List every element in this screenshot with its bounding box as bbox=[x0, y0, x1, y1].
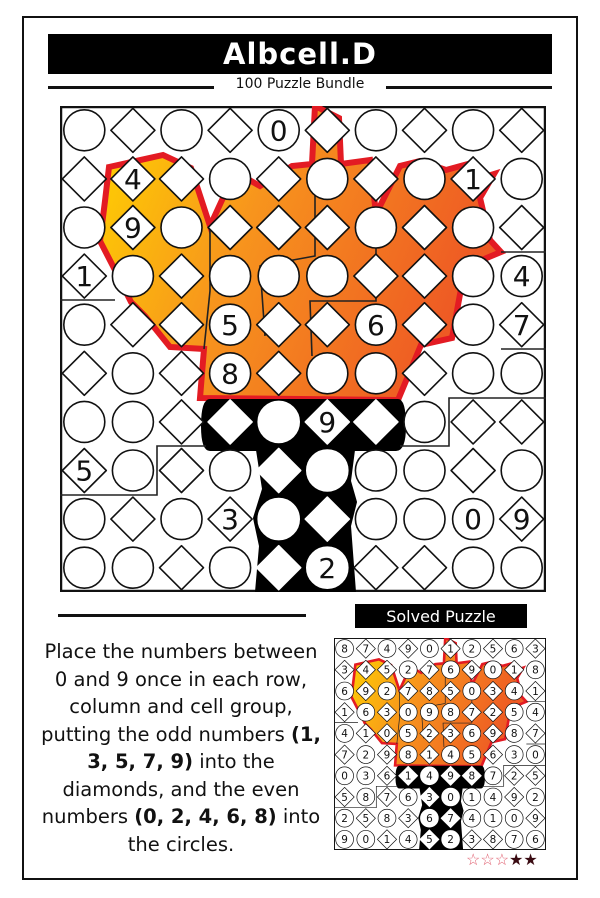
solution-digit: 2 bbox=[447, 834, 454, 847]
circle-cell bbox=[404, 499, 445, 540]
solution-digit: 1 bbox=[426, 749, 433, 762]
circle-cell bbox=[64, 401, 105, 442]
solution-digit: 8 bbox=[447, 706, 454, 719]
given-digit: 0 bbox=[269, 114, 288, 148]
solution-digit: 4 bbox=[341, 728, 348, 741]
given-digit: 2 bbox=[318, 551, 337, 585]
solution-digit: 3 bbox=[383, 706, 391, 719]
given-digit: 7 bbox=[512, 308, 531, 342]
solution-digit: 8 bbox=[383, 812, 391, 825]
instructions-text-c: into the circles. bbox=[127, 805, 321, 856]
solution-digit: 6 bbox=[489, 749, 497, 762]
solution-digit: 6 bbox=[341, 685, 348, 698]
solution-digit: 9 bbox=[341, 834, 348, 847]
solution-digit: 9 bbox=[426, 706, 433, 719]
solution-digit: 3 bbox=[426, 791, 433, 804]
solution-digit: 8 bbox=[362, 791, 370, 804]
solution-digit: 5 bbox=[341, 791, 348, 804]
solution-digit: 1 bbox=[404, 770, 412, 783]
solution-digit: 2 bbox=[404, 664, 412, 677]
solution-digit: 2 bbox=[362, 749, 370, 762]
subtitle bbox=[0, 76, 600, 92]
solution-digit: 1 bbox=[510, 664, 518, 677]
solution-digit: 0 bbox=[489, 664, 497, 677]
circle-cell bbox=[307, 158, 348, 199]
solution-digit: 4 bbox=[383, 643, 391, 656]
circle-cell bbox=[307, 353, 348, 394]
circle-cell bbox=[112, 256, 153, 297]
solution-digit: 7 bbox=[383, 791, 391, 804]
circle-cell bbox=[355, 499, 396, 540]
given-digit: 1 bbox=[75, 260, 94, 294]
solution-digit: 7 bbox=[532, 728, 539, 741]
solution-digit: 5 bbox=[532, 770, 539, 783]
given-digit: 8 bbox=[221, 357, 240, 391]
solution-digit: 9 bbox=[510, 791, 518, 804]
solution-digit: 6 bbox=[447, 664, 454, 677]
given-digit: 0 bbox=[464, 503, 483, 537]
solution-digit: 6 bbox=[383, 770, 391, 783]
solution-digit: 5 bbox=[362, 812, 370, 825]
solution-digit: 3 bbox=[489, 685, 497, 698]
solution-digit: 7 bbox=[341, 749, 348, 762]
subtitle-text: 100 Puzzle Bundle bbox=[230, 76, 371, 92]
solution-digit: 3 bbox=[447, 728, 454, 741]
solution-digit: 8 bbox=[468, 770, 476, 783]
solution-digit: 7 bbox=[404, 685, 412, 698]
solution-digit: 8 bbox=[532, 664, 539, 677]
given-digit: 6 bbox=[366, 308, 385, 342]
empty-star-icon: ☆☆☆ bbox=[466, 852, 510, 869]
circle-cell bbox=[258, 401, 299, 442]
solution-digit: 8 bbox=[426, 685, 433, 698]
solution-digit: 1 bbox=[341, 706, 348, 719]
solution-digit: 0 bbox=[468, 685, 476, 698]
solution-digit: 0 bbox=[532, 749, 539, 762]
given-digit: 5 bbox=[75, 454, 94, 488]
puzzle-grid[interactable] bbox=[60, 106, 546, 592]
circle-cell bbox=[453, 207, 494, 248]
solution-digit: 0 bbox=[383, 728, 391, 741]
given-digit: 9 bbox=[318, 405, 337, 439]
solution-digit: 4 bbox=[447, 749, 454, 762]
solution-digit: 5 bbox=[447, 685, 454, 698]
solution-digit: 6 bbox=[510, 643, 518, 656]
solution-digit: 4 bbox=[362, 664, 370, 677]
solution-digit: 4 bbox=[468, 812, 476, 825]
solved-puzzle-grid bbox=[334, 638, 546, 850]
circle-cell bbox=[258, 499, 299, 540]
circle-cell bbox=[355, 207, 396, 248]
solution-digit: 0 bbox=[362, 834, 370, 847]
solution-digit: 5 bbox=[383, 664, 391, 677]
solution-digit: 9 bbox=[404, 643, 412, 656]
solution-digit: 8 bbox=[404, 749, 412, 762]
solution-digit: 8 bbox=[510, 728, 518, 741]
solution-digit: 1 bbox=[489, 812, 497, 825]
circle-cell bbox=[453, 110, 494, 151]
circle-cell bbox=[64, 547, 105, 588]
section-divider bbox=[58, 614, 306, 617]
solution-digit: 8 bbox=[341, 643, 348, 656]
solution-digit: 1 bbox=[468, 791, 476, 804]
circle-cell bbox=[355, 110, 396, 151]
solution-digit: 6 bbox=[362, 706, 370, 719]
given-digit: 4 bbox=[512, 260, 531, 294]
solution-digit: 0 bbox=[341, 770, 348, 783]
solution-digit: 5 bbox=[489, 643, 497, 656]
solution-digit: 4 bbox=[426, 770, 433, 783]
circle-cell bbox=[355, 450, 396, 491]
solution-digit: 5 bbox=[426, 834, 433, 847]
solution-digit: 7 bbox=[489, 770, 497, 783]
circle-cell bbox=[501, 353, 542, 394]
circle-cell bbox=[355, 353, 396, 394]
circle-cell bbox=[112, 450, 153, 491]
solution-digit: 0 bbox=[447, 791, 454, 804]
solution-digit: 6 bbox=[468, 728, 476, 741]
solution-digit: 2 bbox=[341, 812, 348, 825]
solution-digit: 9 bbox=[489, 728, 497, 741]
full-star-icon: ★★ bbox=[509, 852, 538, 869]
solution-digit: 9 bbox=[383, 749, 391, 762]
circle-cell bbox=[453, 547, 494, 588]
circle-cell bbox=[64, 110, 105, 151]
solution-digit: 6 bbox=[426, 812, 433, 825]
solution-digit: 7 bbox=[362, 643, 370, 656]
solution-digit: 2 bbox=[468, 643, 476, 656]
solution-digit: 3 bbox=[532, 643, 539, 656]
circle-cell bbox=[404, 450, 445, 491]
given-digit: 3 bbox=[221, 503, 240, 537]
circle-cell bbox=[501, 547, 542, 588]
circle-cell bbox=[210, 256, 251, 297]
circle-cell bbox=[161, 207, 202, 248]
circle-cell bbox=[64, 207, 105, 248]
solution-digit: 9 bbox=[532, 812, 539, 825]
circle-cell bbox=[404, 401, 445, 442]
solution-digit: 2 bbox=[426, 728, 433, 741]
given-digit: 1 bbox=[464, 162, 483, 196]
solution-digit: 4 bbox=[532, 706, 539, 719]
circle-cell bbox=[64, 304, 105, 345]
circle-cell bbox=[210, 158, 251, 199]
circle-cell bbox=[258, 256, 299, 297]
solved-puzzle-label: Solved Puzzle bbox=[355, 604, 527, 628]
solution-digit: 4 bbox=[489, 791, 497, 804]
circle-cell bbox=[453, 304, 494, 345]
solution-digit: 7 bbox=[510, 834, 518, 847]
circle-cell bbox=[161, 499, 202, 540]
solution-digit: 5 bbox=[468, 749, 476, 762]
solution-digit: 2 bbox=[510, 770, 518, 783]
solution-digit: 7 bbox=[447, 812, 454, 825]
difficulty-rating bbox=[466, 850, 538, 870]
even-numbers-list: (0, 2, 4, 6, 8) bbox=[134, 805, 277, 828]
solution-digit: 3 bbox=[362, 770, 370, 783]
circle-cell bbox=[112, 401, 153, 442]
circle-cell bbox=[307, 256, 348, 297]
solution-digit: 4 bbox=[404, 834, 412, 847]
solution-digit: 5 bbox=[510, 706, 518, 719]
circle-cell bbox=[161, 110, 202, 151]
solution-digit: 0 bbox=[426, 643, 433, 656]
solution-digit: 0 bbox=[404, 706, 412, 719]
solution-digit: 2 bbox=[532, 791, 539, 804]
circle-cell bbox=[501, 158, 542, 199]
instructions-text-a: Place the numbers between 0 and 9 once in each row, column and cell group, putting the odd numbers bbox=[41, 640, 318, 746]
solution-digit: 1 bbox=[383, 834, 391, 847]
solution-digit: 3 bbox=[468, 834, 476, 847]
instructions-text-b: into the diamonds, and the even numbers bbox=[41, 750, 300, 828]
solution-digit: 3 bbox=[404, 812, 412, 825]
circle-cell bbox=[453, 353, 494, 394]
solution-digit: 9 bbox=[468, 664, 476, 677]
circle-cell bbox=[112, 547, 153, 588]
solution-digit: 2 bbox=[383, 685, 391, 698]
odd-numbers-list: (1, 3, 5, 7, 9) bbox=[87, 722, 321, 773]
solution-digit: 3 bbox=[510, 749, 518, 762]
given-digit: 9 bbox=[123, 211, 142, 245]
given-digit: 4 bbox=[123, 162, 142, 196]
solution-digit: 0 bbox=[510, 812, 518, 825]
circle-cell bbox=[210, 450, 251, 491]
solution-digit: 1 bbox=[447, 643, 454, 656]
solution-digit: 9 bbox=[362, 685, 370, 698]
solution-digit: 5 bbox=[404, 728, 412, 741]
page-title: Albcell.D bbox=[48, 34, 552, 74]
circle-cell bbox=[210, 547, 251, 588]
solution-digit: 7 bbox=[426, 664, 433, 677]
solution-digit: 6 bbox=[532, 834, 539, 847]
solution-digit: 8 bbox=[489, 834, 497, 847]
given-digit: 9 bbox=[512, 503, 531, 537]
solution-digit: 6 bbox=[404, 791, 412, 804]
solution-digit: 4 bbox=[510, 685, 518, 698]
circle-cell bbox=[112, 353, 153, 394]
instructions bbox=[40, 638, 322, 858]
solution-digit: 9 bbox=[447, 770, 454, 783]
solution-digit: 7 bbox=[468, 706, 476, 719]
circle-cell bbox=[404, 158, 445, 199]
solution-digit: 1 bbox=[532, 685, 539, 698]
solution-digit: 3 bbox=[341, 664, 348, 677]
circle-cell bbox=[453, 256, 494, 297]
solution-digit: 1 bbox=[362, 728, 370, 741]
solution-digit: 2 bbox=[489, 706, 497, 719]
circle-cell bbox=[307, 450, 348, 491]
circle-cell bbox=[64, 499, 105, 540]
circle-cell bbox=[501, 450, 542, 491]
given-digit: 5 bbox=[221, 308, 240, 342]
